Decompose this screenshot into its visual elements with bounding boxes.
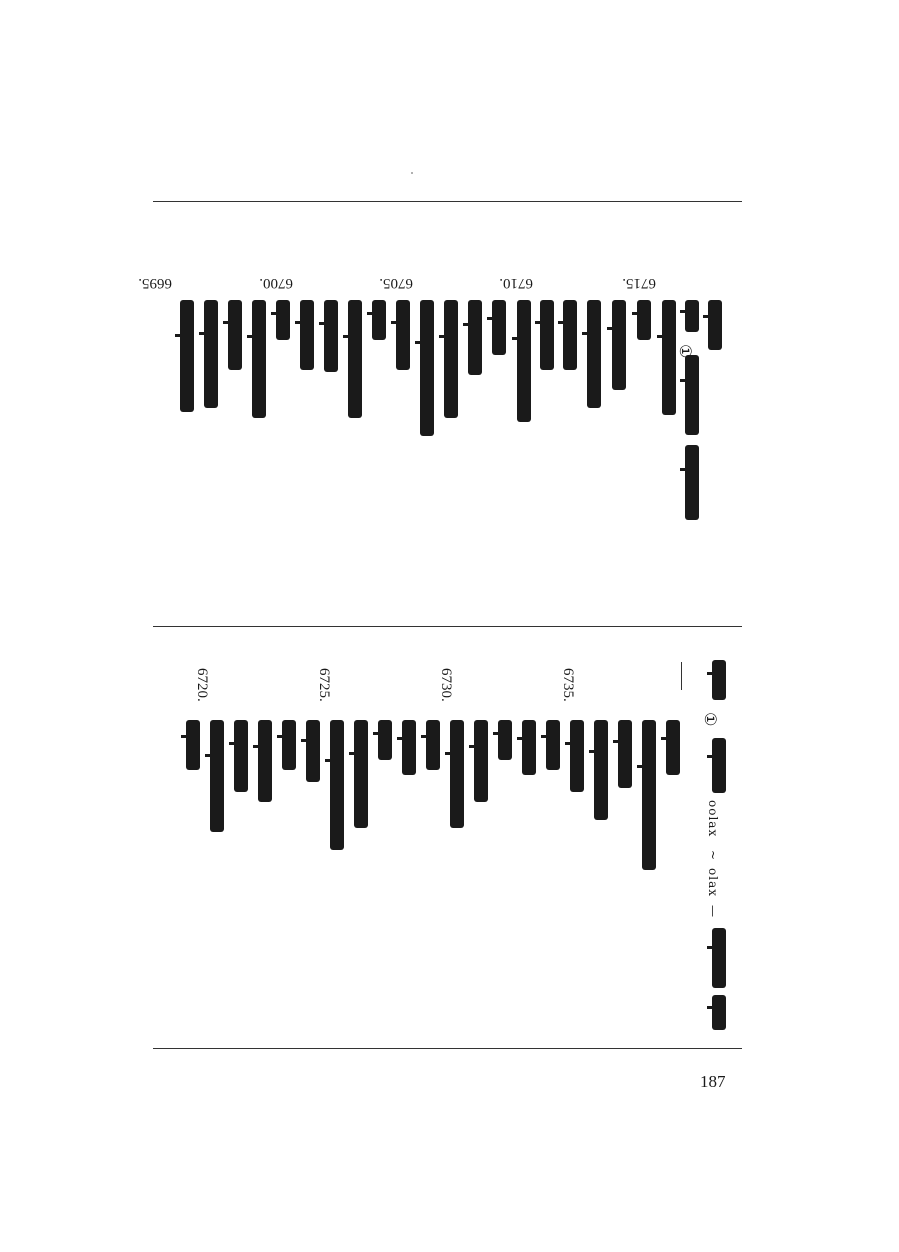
mongolian-column: [587, 300, 601, 408]
mongolian-column: [348, 300, 362, 418]
line-number-6700: 6700.: [259, 275, 293, 291]
mongolian-column: [204, 300, 218, 408]
mongolian-column: [517, 300, 531, 422]
mongolian-column: [330, 720, 344, 850]
mongolian-column: [186, 720, 200, 770]
footnote-separator: [681, 662, 682, 690]
mongolian-column: [324, 300, 338, 372]
mongolian-column: [662, 300, 676, 415]
mongolian-column: [712, 995, 726, 1030]
footnote-marker: ①: [676, 344, 695, 359]
mongolian-column: [594, 720, 608, 820]
mongolian-column: [276, 300, 290, 340]
mongolian-column: [666, 720, 680, 775]
mongolian-column: [300, 300, 314, 370]
mongolian-column: [618, 720, 632, 788]
mongolian-column: [492, 300, 506, 355]
footnote-dash: —: [706, 905, 720, 918]
middle-rule: [153, 626, 742, 627]
mongolian-column: [180, 300, 194, 412]
mongolian-column: [282, 720, 296, 770]
mongolian-column: [685, 300, 699, 332]
mongolian-column: [522, 720, 536, 775]
mongolian-column: [402, 720, 416, 775]
mongolian-column: [306, 720, 320, 782]
speck: [411, 172, 413, 174]
mongolian-column: [354, 720, 368, 828]
mongolian-column: [546, 720, 560, 770]
line-number-6695: 6695.: [138, 275, 172, 291]
top-rule: [153, 201, 742, 202]
mongolian-column: [210, 720, 224, 832]
mongolian-column: [540, 300, 554, 370]
mongolian-column: [258, 720, 272, 802]
mongolian-column: [712, 928, 726, 988]
footnote-tilde: ~: [706, 850, 720, 862]
mongolian-column: [474, 720, 488, 802]
mongolian-column: [396, 300, 410, 370]
footnote-latin-olax: olax: [706, 868, 720, 897]
line-number-6715: 6715.: [622, 275, 656, 291]
bottom-rule: [153, 1048, 742, 1049]
footnote-latin-oolax: oolax: [706, 800, 720, 838]
page-number: 187: [700, 1072, 726, 1091]
mongolian-column: [708, 300, 722, 350]
mongolian-column: [468, 300, 482, 375]
line-number-6730: 6730.: [438, 668, 454, 702]
mongolian-column: [372, 300, 386, 340]
line-number-6705: 6705.: [379, 275, 413, 291]
mongolian-column: [637, 300, 651, 340]
line-number-6735: 6735.: [560, 668, 576, 702]
mongolian-column: [378, 720, 392, 760]
mongolian-column: [444, 300, 458, 418]
line-number-6725: 6725.: [316, 668, 332, 702]
mongolian-column: [234, 720, 248, 792]
mongolian-column: [685, 445, 699, 520]
mongolian-column: [450, 720, 464, 828]
mongolian-column: [642, 720, 656, 870]
mongolian-column: [685, 355, 699, 435]
mongolian-column: [498, 720, 512, 760]
line-number-6720: 6720.: [194, 668, 210, 702]
mongolian-column: [612, 300, 626, 390]
line-number-6710: 6710.: [499, 275, 533, 291]
footnote-marker: ①: [701, 712, 720, 727]
mongolian-column: [570, 720, 584, 792]
mongolian-column: [712, 660, 726, 700]
mongolian-column: [252, 300, 266, 418]
mongolian-column: [712, 738, 726, 793]
mongolian-column: [228, 300, 242, 370]
mongolian-column: [426, 720, 440, 770]
mongolian-column: [420, 300, 434, 436]
mongolian-column: [563, 300, 577, 370]
